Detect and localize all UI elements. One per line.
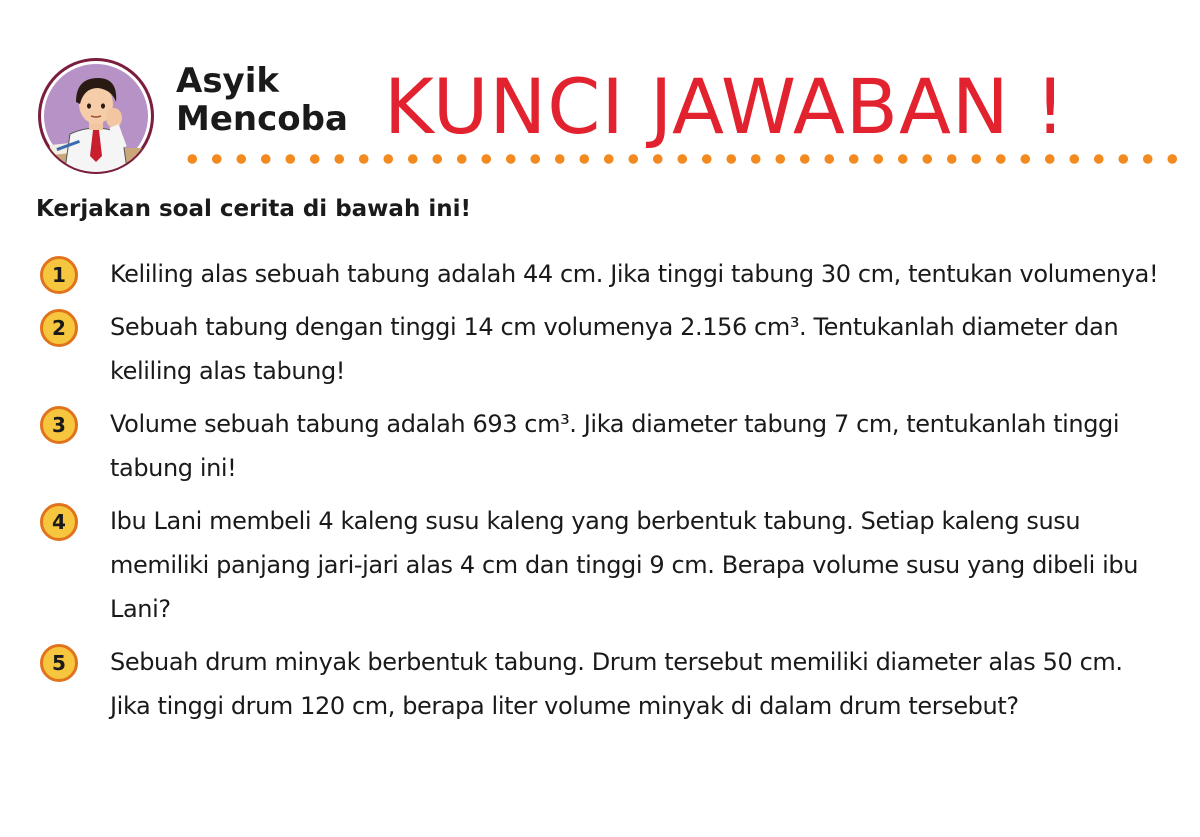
question-text: Keliling alas sebuah tabung adalah 44 cm. Jika tinggi tabung 30 cm, tentukan volumenya! xyxy=(110,260,1159,288)
dotted-divider xyxy=(180,152,1190,166)
question-list xyxy=(0,252,1200,737)
question-text: Ibu Lani membeli 4 kaleng susu kaleng yang berbentuk tabung. Setiap kaleng susu memiliki panjang jari-jari alas 4 cm dan tinggi 9 cm. Berapa volume susu yang dibeli ibu Lani? xyxy=(110,507,1139,623)
section-brand xyxy=(176,62,348,138)
brand-line-1: Asyik xyxy=(176,61,279,101)
headline-title: KUNCI JAWABAN ! xyxy=(384,62,1067,151)
question-item-4 xyxy=(0,499,1200,631)
question-text: Sebuah tabung dengan tinggi 14 cm volumenya 2.156 cm³. Tentukanlah diameter dan keliling alas tabung! xyxy=(110,313,1119,385)
question-number-badge: 5 xyxy=(40,644,78,682)
instruction-text: Kerjakan soal cerita di bawah ini! xyxy=(36,196,471,222)
question-number-badge: 3 xyxy=(40,406,78,444)
question-item-5 xyxy=(0,640,1200,728)
question-number-badge: 4 xyxy=(40,503,78,541)
question-item-3 xyxy=(0,402,1200,490)
question-item-2 xyxy=(0,305,1200,393)
question-number-badge: 1 xyxy=(40,256,78,294)
question-number-badge: 2 xyxy=(40,309,78,347)
student-thinking-icon xyxy=(36,56,156,176)
question-item-1 xyxy=(0,252,1200,296)
brand-line-2: Mencoba xyxy=(176,99,348,139)
question-text: Sebuah drum minyak berbentuk tabung. Drum tersebut memiliki diameter alas 50 cm. Jika tinggi drum 120 cm, berapa liter volume minyak di dalam drum tersebut? xyxy=(110,648,1123,720)
section-header xyxy=(0,0,1200,190)
question-text: Volume sebuah tabung adalah 693 cm³. Jika diameter tabung 7 cm, tentukanlah tinggi tabung ini! xyxy=(110,410,1120,482)
